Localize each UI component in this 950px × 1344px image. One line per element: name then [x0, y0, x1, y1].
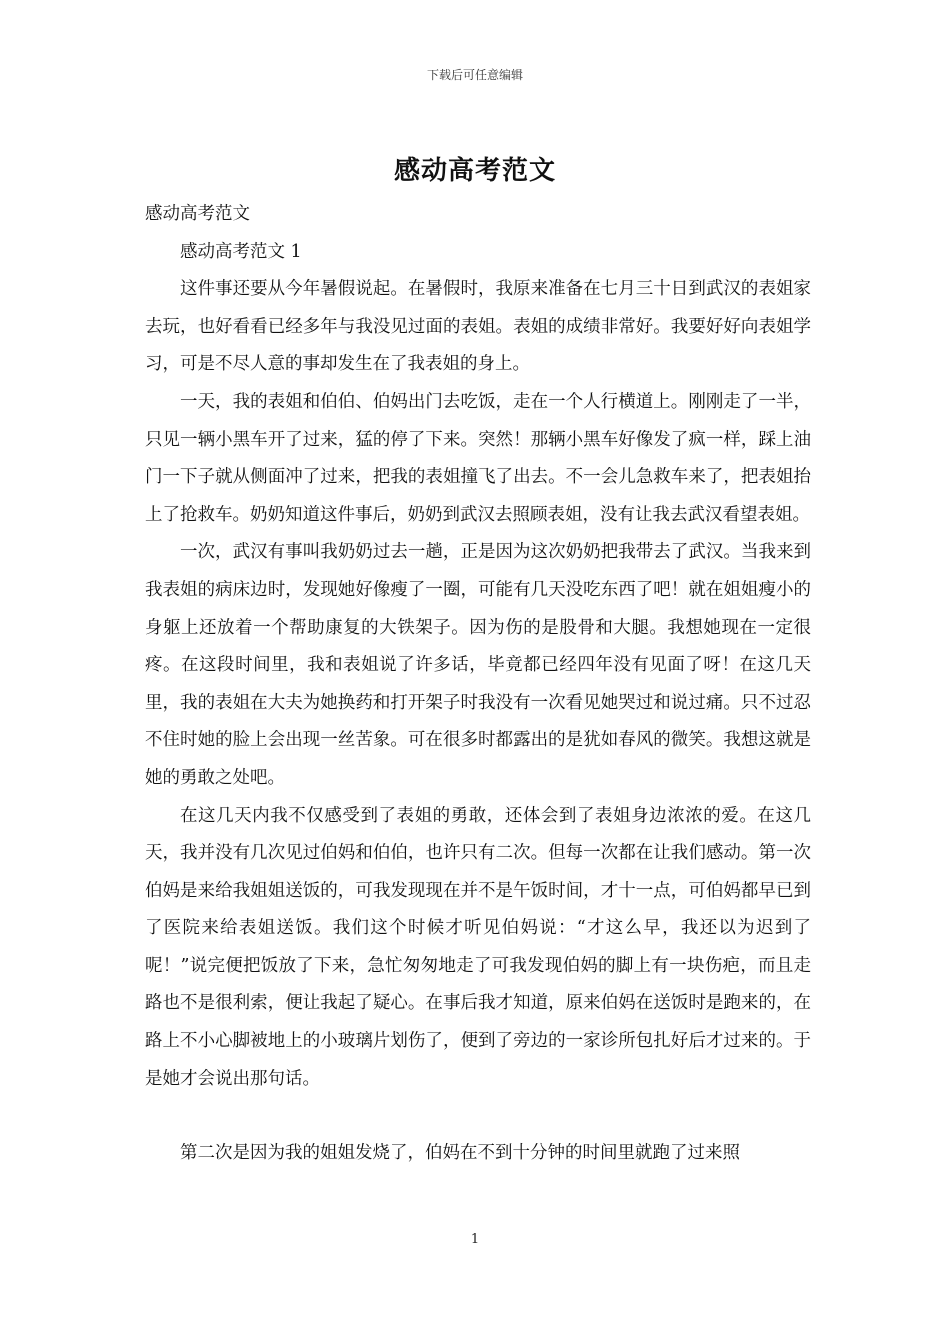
- paragraph: 第二次是因为我的姐姐发烧了，伯妈在不到十分钟的时间里就跑了过来照: [180, 1143, 740, 1164]
- document-body: [145, 196, 811, 1173]
- page-number: 1: [470, 1232, 480, 1247]
- document-title: 感动高考范文: [393, 156, 556, 186]
- paragraph: 一天，我的表姐和伯伯、伯妈出门去吃饭，走在一个人行横道上。刚刚走了一半，只见一辆小黑车开了过来，猛的停了下来。突然！那辆小黑车好像发了疯一样，踩上油门一下子就从侧面冲了过来，把我的表姐撞飞了出去。不一会儿急救车来了，把表姐抬上了抢救车。奶奶知道这件事后，奶奶到武汉去照顾表姐，没有让我去武汉看望表姐。: [145, 391, 811, 525]
- paragraph: 一次，武汉有事叫我奶奶过去一趟，正是因为这次奶奶把我带去了武汉。当我来到我表姐的病床边时，发现她好像瘦了一圈，可能有几天没吃东西了吧！就在姐姐瘦小的身躯上还放着一个帮助康复的大铁架子。因为伤的是股骨和大腿。我想她现在一定很疼。在这段时间里，我和表姐说了许多话，毕竟都已经四年没有见面了呀！在这几天里，我的表姐在大夫为她换药和打开架子时我没有一次看见她哭过和说过痛。只不过忍不住时她的脸上会出现一丝苦象。可在很多时都露出的是犹如春风的微笑。我想这就是她的勇敢之处吧。: [145, 542, 811, 788]
- paragraph: 在这几天内我不仅感受到了表姐的勇敢，还体会到了表姐身边浓浓的爱。在这几天，我并没有几次见过伯妈和伯伯，也许只有二次。但每一次都在让我们感动。第一次伯妈是来给我姐姐送饭的，可我发现现在并不是午饭时间，才十一点，可伯妈都早已到了医院来给表姐送饭。我们这个时候才听见伯妈说：“才这么早，我还以为迟到了呢！”说完便把饭放了下来，急忙匆匆地走了可我发现伯妈的脚上有一块伤疤，而且走路也不是很利索，便让我起了疑心。在事后我才知道，原来伯妈在送饭时是跑来的，在路上不小心脚被地上的小玻璃片划伤了，便到了旁边的一家诊所包扎好后才过来的。于是她才会说出那句话。: [145, 805, 811, 1089]
- paragraph: 这件事还要从今年暑假说起。在暑假时，我原来准备在七月三十日到武汉的表姐家去玩，也好看看已经多年与我没见过面的表姐。表姐的成绩非常好。我要好好向表姐学习，可是不尽人意的事却发生在了我表姐的身上。: [145, 279, 811, 375]
- document-subtitle: 感动高考范文: [145, 204, 250, 224]
- page-header-note: 下载后可任意编辑: [426, 68, 523, 82]
- section-heading: 感动高考范文 1: [180, 241, 302, 262]
